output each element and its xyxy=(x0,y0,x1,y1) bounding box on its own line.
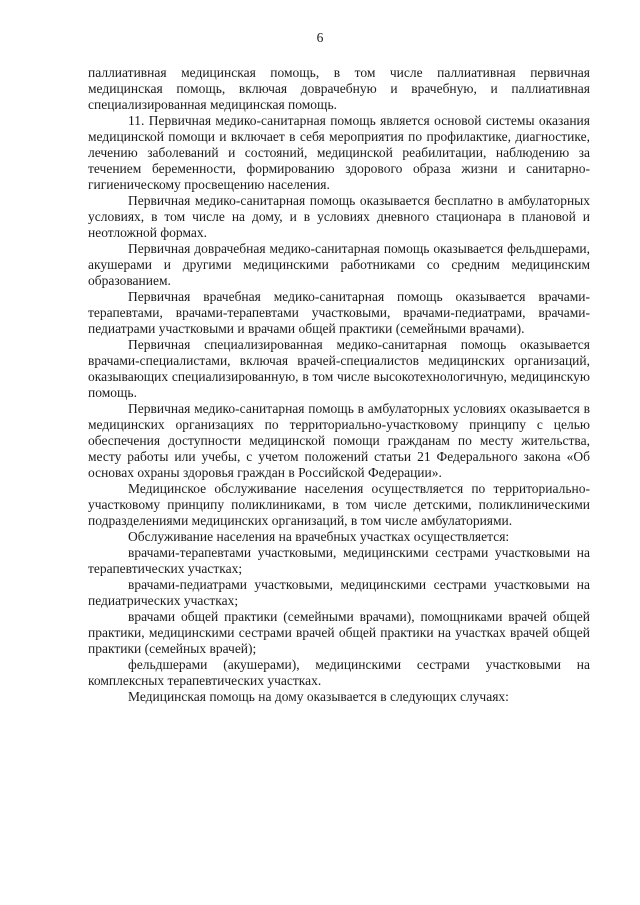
paragraph-service-on-districts: Обслуживание населения на врачебных участках осуществляется: xyxy=(128,529,510,544)
page-number: 6 xyxy=(316,30,324,45)
paragraph-item-11: 11. Первичная медико-санитарная помощь является основой системы оказания медицинской помощи и включает в себя мероприятия по профилактике, диагностике, лечению заболеваний и состояний, медицинской реабилитации, наблюдению за течением беременности, формированию здорового образа жизни и санитарно-гигиеническому просвещению населения. xyxy=(88,113,590,192)
paragraph-free-primary-care: Первичная медико-санитарная помощь оказывается бесплатно в амбулаторных условиях, в том числе на дому, и в условиях дневного стационара в плановой и неотложной формах. xyxy=(88,193,590,240)
paragraph-outpatient-territorial: Первичная медико-санитарная помощь в амбулаторных условиях оказывается в медицинских организациях по территориально-участковому принципу с целью обеспечения доступности медицинской помощи гражданам по месту жительства, месту работы или учебы, с учетом положений статьи 21 Федерального закона «Об основах охраны здоровья граждан в Российской Федерации». xyxy=(88,401,590,480)
document-body xyxy=(88,65,590,705)
list-item-pediatricians: врачами-педиатрами участковыми, медицинскими сестрами участковыми на педиатрических участках; xyxy=(88,577,590,608)
paragraph-palliative-continuation: паллиативная медицинская помощь, в том числе паллиативная первичная медицинская помощь, включая доврачебную и врачебную, и паллиативная специализированная медицинская помощь. xyxy=(88,65,590,112)
paragraph-specialized-care: Первичная специализированная медико-санитарная помощь оказывается врачами-специалистами, включая врачей-специалистов медицинских организаций, оказывающих специализированную, в том числе высокотехнологичную, медицинскую помощь. xyxy=(88,337,590,400)
paragraph-physician-care: Первичная врачебная медико-санитарная помощь оказывается врачами-терапевтами, врачами-терапевтами участковыми, врачами-педиатрами, врачами-педиатрами участковыми и врачами общей практики (семейными врачами). xyxy=(88,289,590,336)
list-item-feldshers: фельдшерами (акушерами), медицинскими сестрами участковыми на комплексных терапевтических участках. xyxy=(88,657,590,688)
paragraph-home-care: Медицинская помощь на дому оказывается в следующих случаях: xyxy=(128,689,509,704)
paragraph-medical-service: Медицинское обслуживание населения осуществляется по территориально-участковому принципу поликлиниками, в том числе детскими, поликлиническими подразделениями медицинских организаций, в том числе амбулаториями. xyxy=(88,481,590,528)
list-item-general-practice: врачами общей практики (семейными врачами), помощниками врачей общей практики, медицинскими сестрами врачей общей практики на участках врачей общей практики (семейных врачей); xyxy=(88,609,590,656)
list-item-therapists: врачами-терапевтами участковыми, медицинскими сестрами участковыми на терапевтических участках; xyxy=(88,545,590,576)
paragraph-pre-physician-care: Первичная доврачебная медико-санитарная помощь оказывается фельдшерами, акушерами и другими медицинскими работниками со средним медицинским образованием. xyxy=(88,241,590,288)
